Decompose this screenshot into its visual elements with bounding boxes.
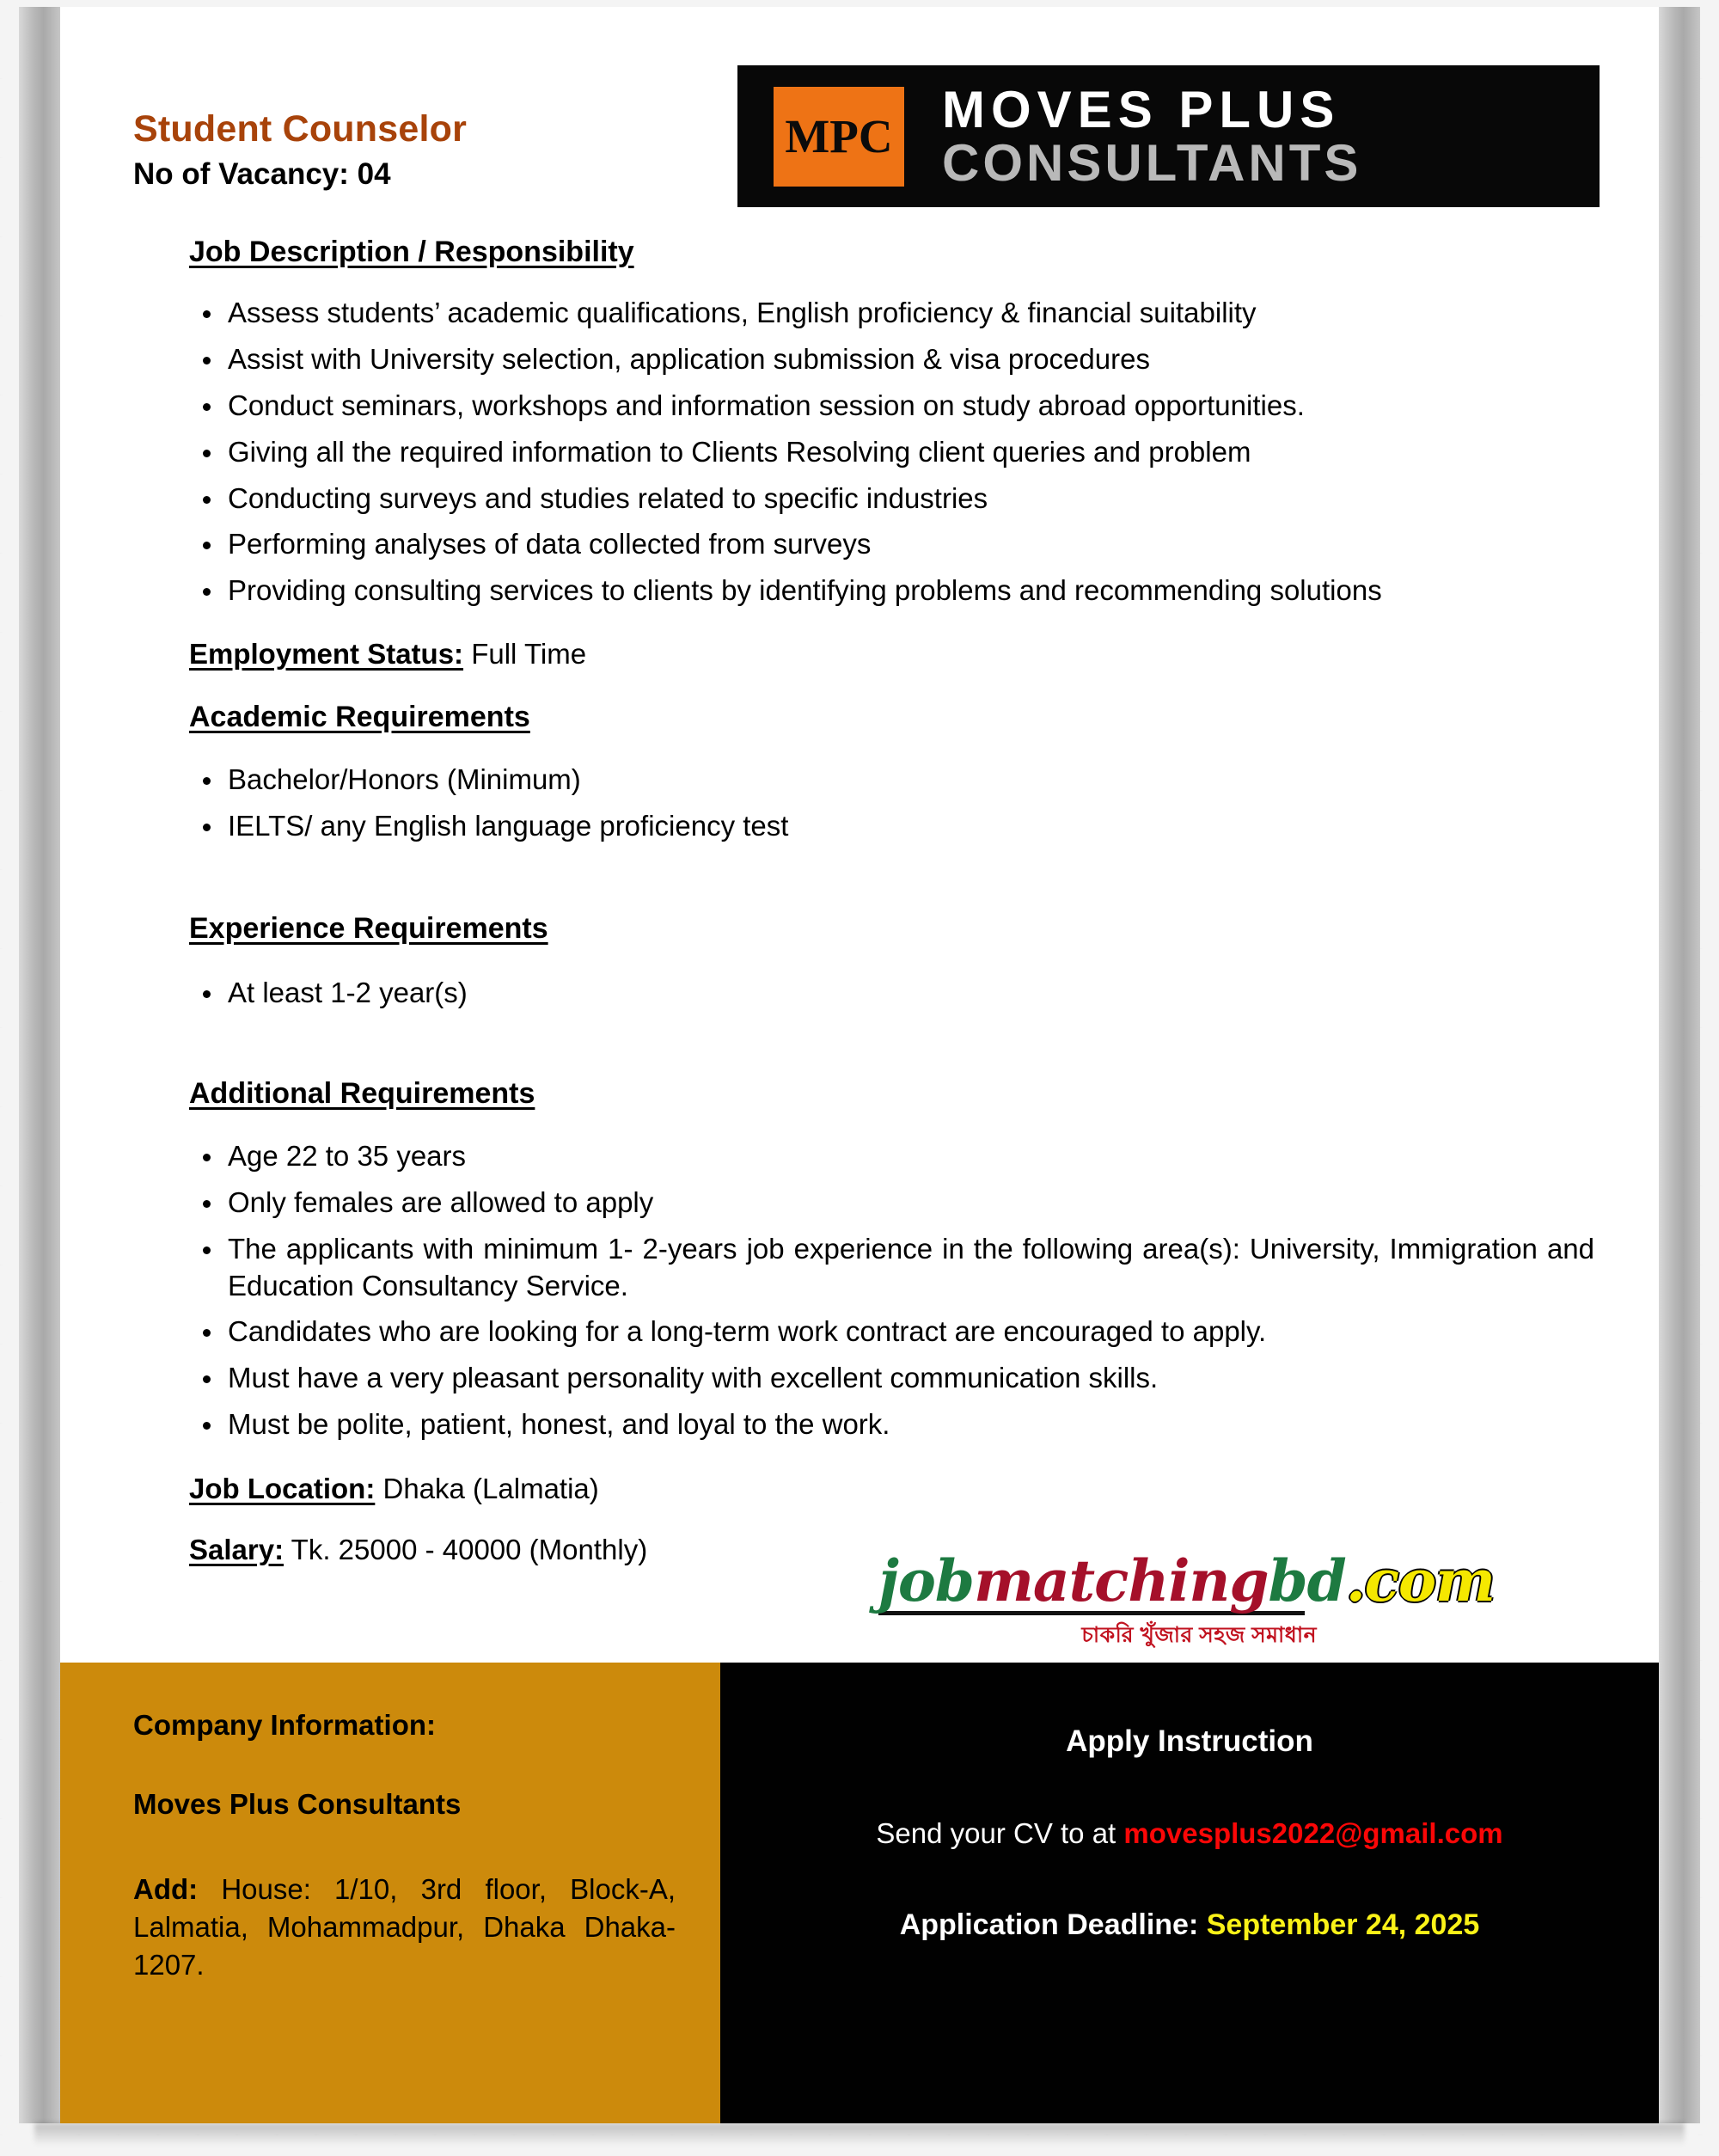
list-item: Must be polite, patient, honest, and loyal to the work.	[189, 1406, 1594, 1443]
job-description-list	[60, 295, 1659, 609]
employment-status-row	[189, 638, 1659, 671]
company-logo	[737, 65, 1600, 207]
logo-line-secondary: CONSULTANTS	[942, 133, 1362, 192]
logo-mark-text: MPC	[785, 110, 893, 162]
section-heading-additional-requirements: Additional Requirements	[189, 1076, 535, 1110]
salary-label: Salary:	[189, 1534, 284, 1566]
page-title: Student Counselor	[133, 108, 468, 150]
apply-email-address[interactable]: movesplus2022@gmail.com	[1123, 1817, 1503, 1849]
application-deadline-row	[755, 1908, 1624, 1942]
company-address	[133, 1871, 676, 1984]
list-item: At least 1-2 year(s)	[189, 975, 1594, 1012]
job-location-label: Job Location:	[189, 1473, 376, 1505]
header	[60, 7, 1659, 222]
apply-instruction-panel	[720, 1663, 1659, 2123]
logo-mark-icon	[774, 87, 904, 187]
watermark-wordmark	[878, 1547, 1495, 1614]
list-item: Bachelor/Honors (Minimum)	[189, 762, 1594, 799]
list-item: Providing consulting services to clients by identifying problems and recommending solutions	[189, 573, 1594, 609]
list-item: The applicants with minimum 1- 2-years job experience in the following area(s): University, Immigration and Education Consultancy Service.	[189, 1231, 1594, 1305]
section-heading-academic-requirements: Academic Requirements	[189, 701, 530, 734]
section-heading-job-description: Job Description / Responsibility	[189, 236, 634, 268]
list-item: Performing analyses of data collected from surveys	[189, 526, 1594, 563]
watermark-part-bd: bd	[1268, 1547, 1346, 1614]
company-name: Moves Plus Consultants	[133, 1788, 462, 1820]
list-item: Must have a very pleasant personality with excellent communication skills.	[189, 1360, 1594, 1397]
frame-bottom-shadow	[34, 2123, 1685, 2146]
list-item: Conduct seminars, workshops and information session on study abroad opportunities.	[189, 388, 1594, 425]
vacancy-count: No of Vacancy: 04	[133, 157, 391, 191]
list-item: Age 22 to 35 years	[189, 1138, 1594, 1175]
watermark-part-matching: matching	[974, 1547, 1269, 1614]
employment-status-value: Full Time	[471, 638, 587, 671]
list-item: Assess students’ academic qualifications, English proficiency & financial suitability	[189, 295, 1594, 332]
body	[60, 236, 1659, 1566]
salary-value: Tk. 25000 - 40000 (Monthly)	[291, 1534, 648, 1566]
experience-requirements-list	[60, 975, 1659, 1012]
frame-bar-right	[1659, 7, 1700, 2123]
academic-requirements-list	[60, 762, 1659, 845]
job-location-value: Dhaka (Lalmatia)	[382, 1473, 599, 1505]
watermark-part-com: .com	[1345, 1547, 1495, 1614]
watermark-tagline: চাকরি খুঁজার সহজ সমাধান	[1081, 1623, 1317, 1647]
site-watermark-logo	[878, 1547, 1495, 1655]
job-location-row	[189, 1473, 1659, 1505]
company-information-panel	[60, 1663, 720, 2123]
additional-requirements-list	[60, 1138, 1659, 1443]
list-item: Assist with University selection, application submission & visa procedures	[189, 341, 1594, 378]
logo-line-primary: MOVES PLUS	[942, 81, 1341, 139]
frame-bar-left	[19, 7, 60, 2123]
list-item: Only females are allowed to apply	[189, 1185, 1594, 1222]
watermark-part-job: job	[878, 1547, 975, 1614]
apply-instruction-heading: Apply Instruction	[1066, 1724, 1313, 1758]
application-deadline-date: September 24, 2025	[1206, 1908, 1480, 1941]
job-circular-sheet	[60, 7, 1659, 2123]
section-heading-experience-requirements: Experience Requirements	[189, 912, 548, 946]
apply-cv-prefix: Send your CV to at	[876, 1817, 1124, 1849]
list-item: IELTS/ any English language proficiency test	[189, 808, 1594, 845]
application-deadline-label: Application Deadline:	[899, 1908, 1199, 1941]
company-address-value: House: 1/10, 3rd floor, Block-A, Lalmatia, Mohammadpur, Dhaka Dhaka-1207.	[133, 1873, 676, 1981]
company-information-label: Company Information:	[133, 1709, 436, 1741]
footer	[60, 1663, 1659, 2123]
apply-cv-row	[755, 1817, 1624, 1850]
logo-wordmark	[942, 81, 1362, 192]
list-item: Giving all the required information to Clients Resolving client queries and problem	[189, 434, 1594, 471]
employment-status-label: Employment Status:	[189, 638, 464, 671]
list-item: Candidates who are looking for a long-term work contract are encouraged to apply.	[189, 1314, 1594, 1351]
company-address-label: Add:	[133, 1873, 199, 1905]
list-item: Conducting surveys and studies related to specific industries	[189, 481, 1594, 518]
